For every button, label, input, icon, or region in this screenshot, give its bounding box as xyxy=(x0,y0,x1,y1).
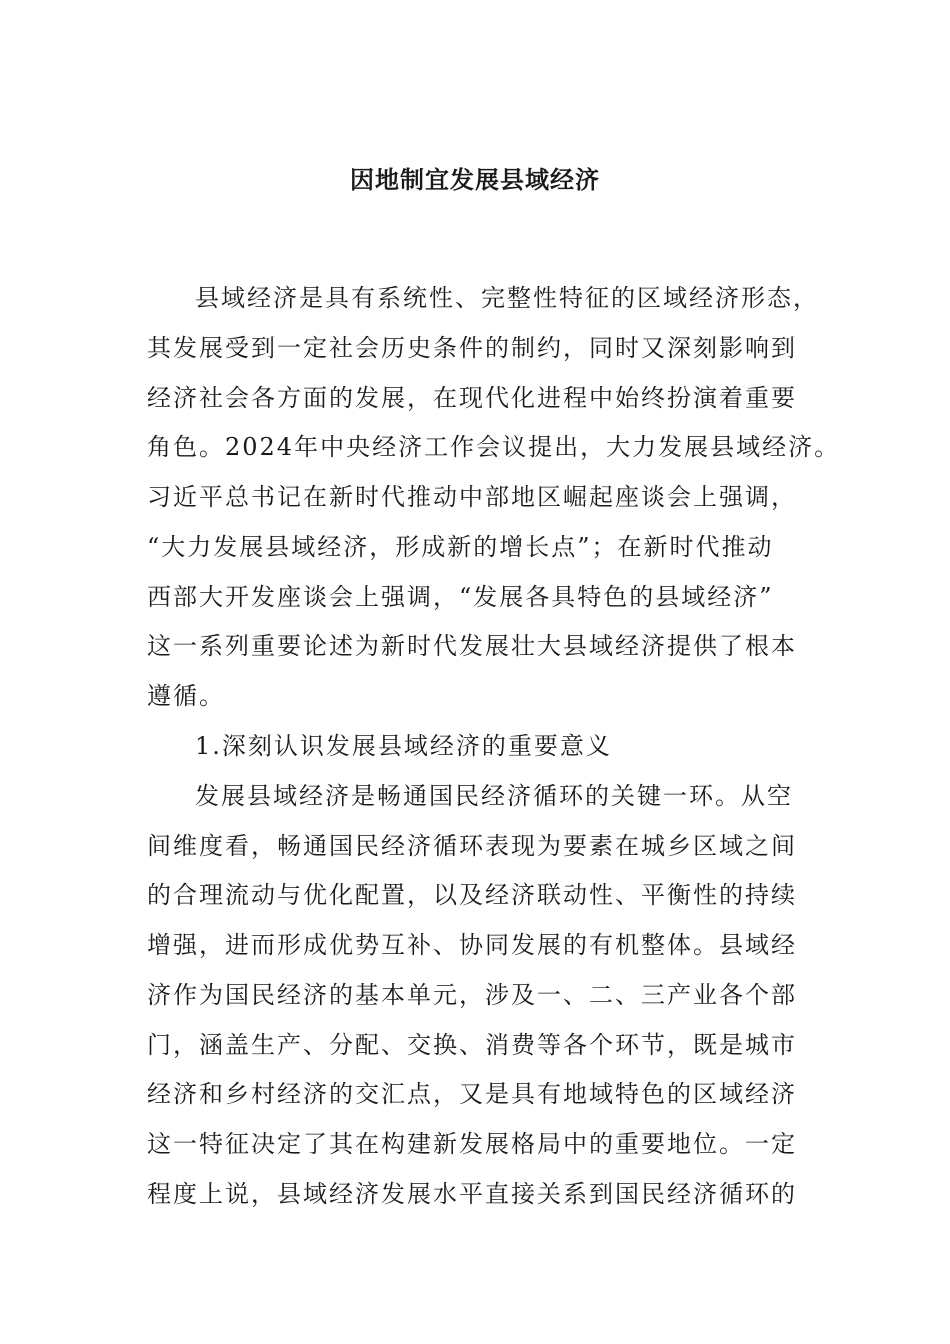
paragraph-line: 发展县域经济是畅通国民经济循环的关键一环。从空 xyxy=(195,782,793,810)
paragraph-line: 这一系列重要论述为新时代发展壮大县域经济提供了根本 xyxy=(147,632,797,660)
section-heading: 1.深刻认识发展县域经济的重要意义 xyxy=(195,732,612,760)
paragraph-line: 的合理流动与优化配置，以及经济联动性、平衡性的持续 xyxy=(147,881,797,909)
paragraph-line: 遵循。 xyxy=(147,682,225,710)
paragraph-line: 角色。2024年中央经济工作会议提出，大力发展县域经济。 xyxy=(147,433,841,461)
paragraph-line: 济作为国民经济的基本单元，涉及一、二、三产业各个部 xyxy=(147,981,797,1009)
paragraph-line: 县域经济是具有系统性、完整性特征的区域经济形态， xyxy=(195,284,819,312)
paragraph-line: 增强，进而形成优势互补、协同发展的有机整体。县域经 xyxy=(147,931,797,959)
paragraph-line: 这一特征决定了其在构建新发展格局中的重要地位。一定 xyxy=(147,1130,797,1158)
paragraph-line: 其发展受到一定社会历史条件的制约，同时又深刻影响到 xyxy=(147,334,797,362)
paragraph-line: 西部大开发座谈会上强调，“发展各具特色的县域经济” xyxy=(147,583,774,611)
paragraph-line: 程度上说，县域经济发展水平直接关系到国民经济循环的 xyxy=(147,1180,797,1208)
paragraph-line: 习近平总书记在新时代推动中部地区崛起座谈会上强调， xyxy=(147,483,797,511)
paragraph-line: 间维度看，畅通国民经济循环表现为要素在城乡区域之间 xyxy=(147,832,797,860)
paragraph-line: 经济和乡村经济的交汇点，又是具有地域特色的区域经济 xyxy=(147,1080,797,1108)
paragraph-line: 门，涵盖生产、分配、交换、消费等各个环节，既是城市 xyxy=(147,1031,797,1059)
paragraph-line: 经济社会各方面的发展，在现代化进程中始终扮演着重要 xyxy=(147,384,797,412)
paragraph-line: “大力发展县域经济，形成新的增长点”；在新时代推动 xyxy=(147,533,774,561)
document-title: 因地制宜发展县域经济 xyxy=(350,165,600,194)
